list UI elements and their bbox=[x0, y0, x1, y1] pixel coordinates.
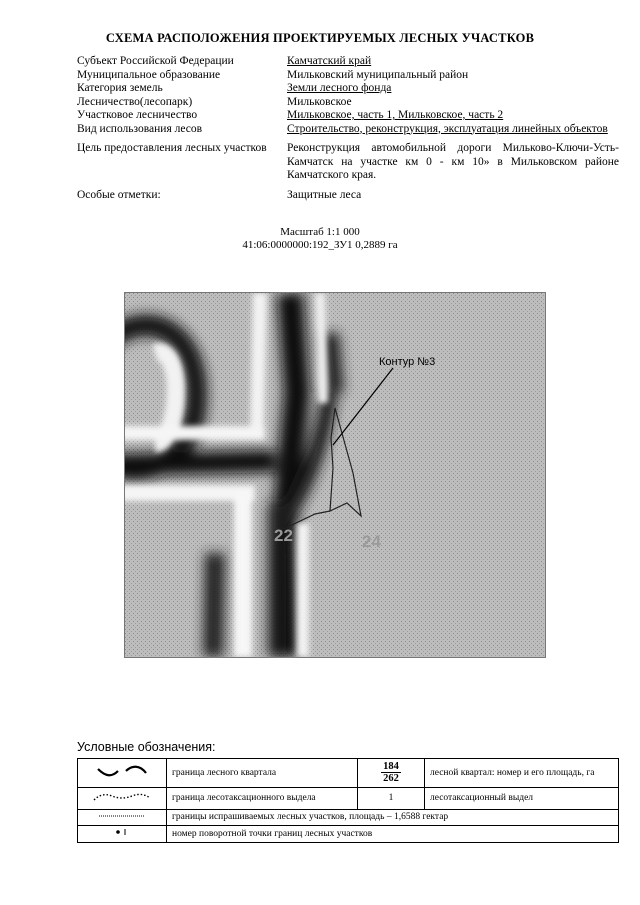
info-value: Земли лесного фонда bbox=[287, 82, 392, 94]
quarter-boundary-icon bbox=[78, 759, 167, 788]
legend-desc: лесной квартал: номер и его площадь, га bbox=[425, 759, 619, 788]
legend-text: границы испрашиваемых лесных участков, площадь – 1,6588 гектар bbox=[167, 810, 619, 826]
info-row-usage-type bbox=[77, 123, 619, 137]
legend-row bbox=[78, 759, 619, 788]
legend-table bbox=[77, 758, 619, 843]
quarter-fraction bbox=[381, 761, 401, 784]
quarter-number-24: 24 bbox=[362, 532, 381, 551]
legend-row bbox=[78, 826, 619, 843]
subcompartment-boundary-icon bbox=[78, 788, 167, 810]
legend-text: граница лесного квартала bbox=[167, 759, 358, 788]
info-row-land-category bbox=[77, 82, 619, 96]
info-row-municipality bbox=[77, 69, 619, 83]
info-label: Особые отметки: bbox=[77, 188, 161, 201]
info-label: Субъект Российской Федерации bbox=[77, 55, 234, 67]
info-label: Цель предоставления лесных участков bbox=[77, 142, 267, 154]
legend-text: граница лесотаксационного выдела bbox=[167, 788, 358, 810]
info-row-special-notes bbox=[77, 189, 619, 203]
info-value: Строительство, реконструкция, эксплуатация линейных объектов bbox=[287, 122, 608, 135]
info-value: Мильковское bbox=[287, 95, 352, 108]
info-row-subject bbox=[77, 55, 619, 69]
legend-desc: лесотаксационный выдел bbox=[425, 788, 619, 810]
info-label: Категория земель bbox=[77, 82, 163, 94]
quarter-number: 184 bbox=[383, 761, 399, 772]
turning-point-icon bbox=[78, 826, 167, 843]
legend-row bbox=[78, 788, 619, 810]
info-row-district-forestry bbox=[77, 109, 619, 123]
info-value: Мильковское, часть 1, Мильковское, часть 2 bbox=[287, 109, 504, 121]
info-value: Защитные леса bbox=[287, 188, 362, 201]
parcel-number: 41:06:0000000:192_ЗУ1 0,2889 га bbox=[242, 239, 398, 251]
legend-title: Условные обозначения: bbox=[77, 740, 216, 754]
info-label: Муниципальное образование bbox=[77, 68, 221, 81]
info-label: Вид использования лесов bbox=[77, 122, 203, 135]
legend-text: номер поворотной точки границ лесных участков bbox=[167, 826, 619, 843]
info-value: Реконструкция автомобильной дороги Мильково-Ключи-Усть-Камчатск на участке км 0 - км 10» в Мильковском районе Камчатского края. bbox=[287, 142, 619, 181]
contour-label: Контур №3 bbox=[379, 356, 436, 368]
info-value: Камчатский край bbox=[287, 55, 372, 67]
page-title: СХЕМА РАСПОЛОЖЕНИЯ ПРОЕКТИРУЕМЫХ ЛЕСНЫХ УЧАСТКОВ bbox=[105, 31, 535, 45]
legend-number: 1 bbox=[358, 788, 425, 810]
legend-row bbox=[78, 810, 619, 826]
info-row-purpose bbox=[77, 142, 619, 183]
legend-number bbox=[358, 759, 425, 788]
info-label: Участковое лесничество bbox=[77, 109, 198, 121]
quarter-number-22: 22 bbox=[274, 526, 293, 545]
info-label: Лесничество(лесопарк) bbox=[77, 95, 193, 108]
parcel-boundary-icon bbox=[78, 810, 167, 826]
info-row-forestry bbox=[77, 96, 619, 110]
map-image bbox=[124, 292, 546, 658]
scale-text: Масштаб 1:1 000 bbox=[280, 226, 360, 238]
info-value: Мильковский муниципальный район bbox=[287, 68, 469, 81]
scale-block bbox=[0, 226, 640, 252]
info-block bbox=[77, 55, 619, 202]
quarter-area: 262 bbox=[383, 773, 399, 784]
